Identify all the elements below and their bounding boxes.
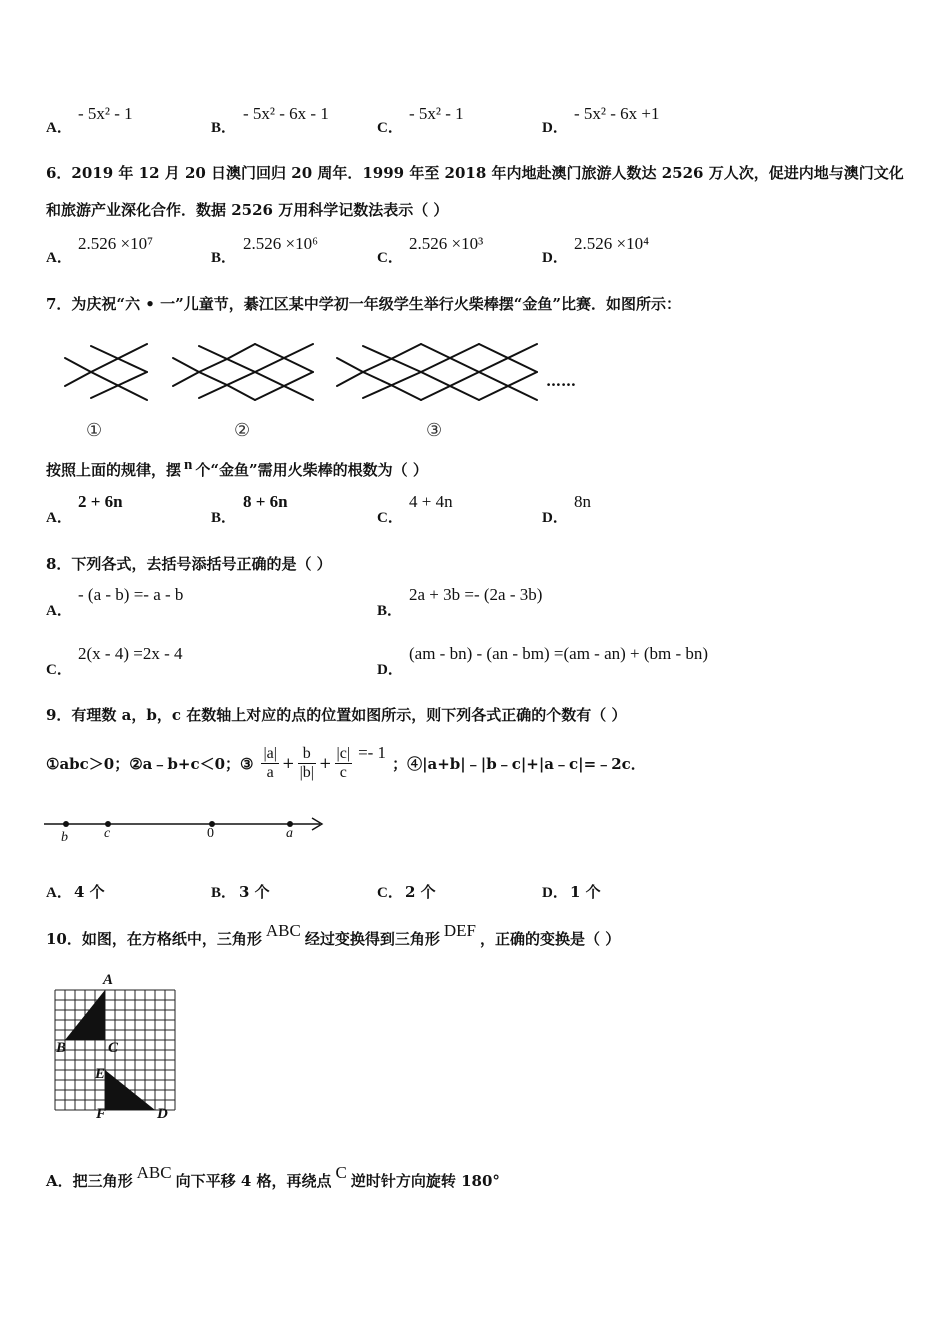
fraction-1-numerator: |a| (263, 744, 277, 762)
grid-label-a: A (103, 972, 114, 988)
grid-label-d: D (157, 1106, 168, 1122)
fraction-2-denominator: |b| (299, 763, 314, 781)
q9-statement-1-3: ①abc＞0；②a﹣b+c＜0；③ (46, 754, 254, 773)
figure-ellipsis: …… (546, 372, 576, 390)
figure-label-3: ③ (426, 420, 443, 441)
fish-figure-2 (173, 344, 313, 400)
q9-option-a-text: 4 个 (74, 883, 105, 901)
fraction-3-numerator: |c| (336, 744, 351, 762)
q10-option-a-abc: ABC (136, 1163, 172, 1182)
q7-option-b-label: B． (211, 510, 237, 526)
q5-option-d-expr: - 5x² - 6x +1 (574, 104, 660, 123)
q7-option-b-expr: 8 + 6n (243, 492, 288, 511)
q6-option-a-expr: 2.526 ×10⁷ (78, 234, 154, 253)
q8-option-b-expr: 2a + 3b =- (2a - 3b) (409, 585, 543, 604)
q7-option-c-label: C． (377, 510, 403, 526)
q7-option-a-expr: 2 + 6n (78, 492, 123, 511)
q5-option-d-label: D． (542, 120, 568, 136)
q8-option-d-expr: (am - bn) - (an - bm) =(am - an) + (bm - bn) (409, 644, 709, 663)
q6-stem-line2: 和旅游产业深化合作．数据 2526 万用科学记数法表示（ ） (46, 201, 449, 219)
q8-option-c-expr: 2(x - 4) =2x - 4 (78, 644, 183, 663)
q6-option-d-label: D． (542, 250, 568, 266)
q9-stem: 9．有理数 a，b，c 在数轴上对应的点的位置如图所示，则下列各式正确的个数有（ ） (46, 706, 627, 724)
figure-label-1: ① (86, 420, 103, 441)
q10-stem-pre: 10．如图，在方格纸中，三角形 (46, 930, 262, 948)
q7-question-pre: 按照上面的规律，摆 (46, 461, 182, 479)
q9-statements: ①abc＞0；②a﹣b+c＜0；③ $\frac{|a|}{a}$ + $\frac{b}{|b|}$ + $\frac{|c|}{c}$ =- 1 ；④|a+b|﹣|b﹣c|+|a﹣c|=﹣2c． (46, 743, 646, 781)
axis-label-a: a (286, 826, 293, 841)
q9-option-d-text: 1 个 (570, 883, 601, 901)
q7-var-n: n (184, 457, 193, 473)
q10-option-a (46, 1163, 500, 1191)
q9-option-d-label: D． (542, 885, 568, 901)
q9-option-a-label: A． (46, 885, 72, 901)
q9-option-b-label: B． (211, 885, 237, 901)
q6-option-c-label: C． (377, 250, 403, 266)
fish-figure-3 (337, 344, 537, 400)
q8-option-c-label: C． (46, 662, 72, 678)
q7-option-a-label: A． (46, 510, 72, 526)
axis-label-zero: 0 (207, 826, 214, 841)
q10-option-a-mid: 向下平移 4 格，再绕点 (175, 1172, 332, 1190)
q5-option-c-label: C． (377, 120, 403, 136)
matchstick-fish-figure (55, 330, 595, 448)
number-line (40, 812, 340, 848)
q8-stem: 8．下列各式，去括号添括号正确的是（ ） (46, 555, 332, 573)
grid-label-f: F (96, 1106, 107, 1122)
axis-label-c: c (104, 826, 111, 841)
q5-option-b-expr: - 5x² - 6x - 1 (243, 104, 329, 123)
q9-statement-4: ；④|a+b|﹣|b﹣c|+|a﹣c|=﹣2c． (392, 754, 646, 773)
grid-label-e: E (95, 1066, 106, 1082)
q10-stem-post: ，正确的变换是（ ） (480, 930, 621, 948)
q10-option-a-label: A． (46, 1172, 73, 1190)
q5-option-b-label: B． (211, 120, 237, 136)
q5-option-a-expr: - 5x² - 1 (78, 104, 133, 123)
figure-label-2: ② (234, 420, 251, 441)
q10-option-a-post: 逆时针方向旋转 180° (350, 1172, 500, 1190)
q7-option-d-expr: 8n (574, 492, 591, 511)
point-b (63, 821, 69, 827)
grid-label-c: C (108, 1040, 119, 1056)
q9-fraction-1 (261, 745, 279, 782)
q10-def: DEF (443, 921, 476, 940)
q8-option-a-expr: - (a - b) =- a - b (78, 585, 184, 604)
q7-option-c-expr: 4 + 4n (409, 492, 453, 511)
q9-fraction-2 (298, 745, 316, 782)
axis-label-b: b (61, 830, 68, 845)
fraction-3-denominator: c (339, 763, 347, 781)
q6-option-c-expr: 2.526 ×10³ (409, 234, 484, 253)
q7-option-d-label: D． (542, 510, 568, 526)
q9-option-c-label: C． (377, 885, 403, 901)
q6-option-d-expr: 2.526 ×10⁴ (574, 234, 650, 253)
fraction-1-denominator: a (266, 763, 274, 781)
q8-option-d-label: D． (377, 662, 403, 678)
q7-stem: 7．为庆祝“六 • 一”儿童节，綦江区某中学初一年级学生举行火柴棒摆“金鱼”比赛．如图所示： (46, 295, 681, 313)
grid-label-b: B (56, 1040, 67, 1056)
q8-option-b-label: B． (377, 603, 403, 619)
q10-stem-mid: 经过变换得到三角形 (304, 930, 440, 948)
q7-question-post: 个“金鱼”需用火柴棒的根数为（ ） (195, 461, 428, 479)
q10-stem (46, 921, 621, 949)
q9-fraction-3 (335, 745, 353, 782)
q6-option-b-label: B． (211, 250, 237, 266)
q8-option-a-label: A． (46, 603, 72, 619)
q10-option-a-pre: 把三角形 (72, 1172, 133, 1190)
q7-question (46, 459, 428, 480)
q6-option-a-label: A． (46, 250, 72, 266)
q9-option-b-text: 3 个 (239, 883, 270, 901)
q6-stem-line1: 6．2019 年 12 月 20 日澳门回归 20 周年．1999 年至 2018 年内地赴澳门旅游人数达 2526 万人次，促进内地与澳门文化 (46, 164, 904, 182)
q5-option-c-expr: - 5x² - 1 (409, 104, 464, 123)
q9-option-c-text: 2 个 (405, 883, 436, 901)
q10-option-a-c: C (335, 1163, 347, 1182)
fish-figure-1 (65, 344, 147, 400)
q5-option-a-label: A． (46, 120, 72, 136)
fraction-2-numerator: b (298, 745, 316, 764)
q9-fraction-result: =- 1 (358, 743, 387, 762)
q10-abc: ABC (265, 921, 301, 940)
q6-option-b-expr: 2.526 ×10⁶ (243, 234, 319, 253)
